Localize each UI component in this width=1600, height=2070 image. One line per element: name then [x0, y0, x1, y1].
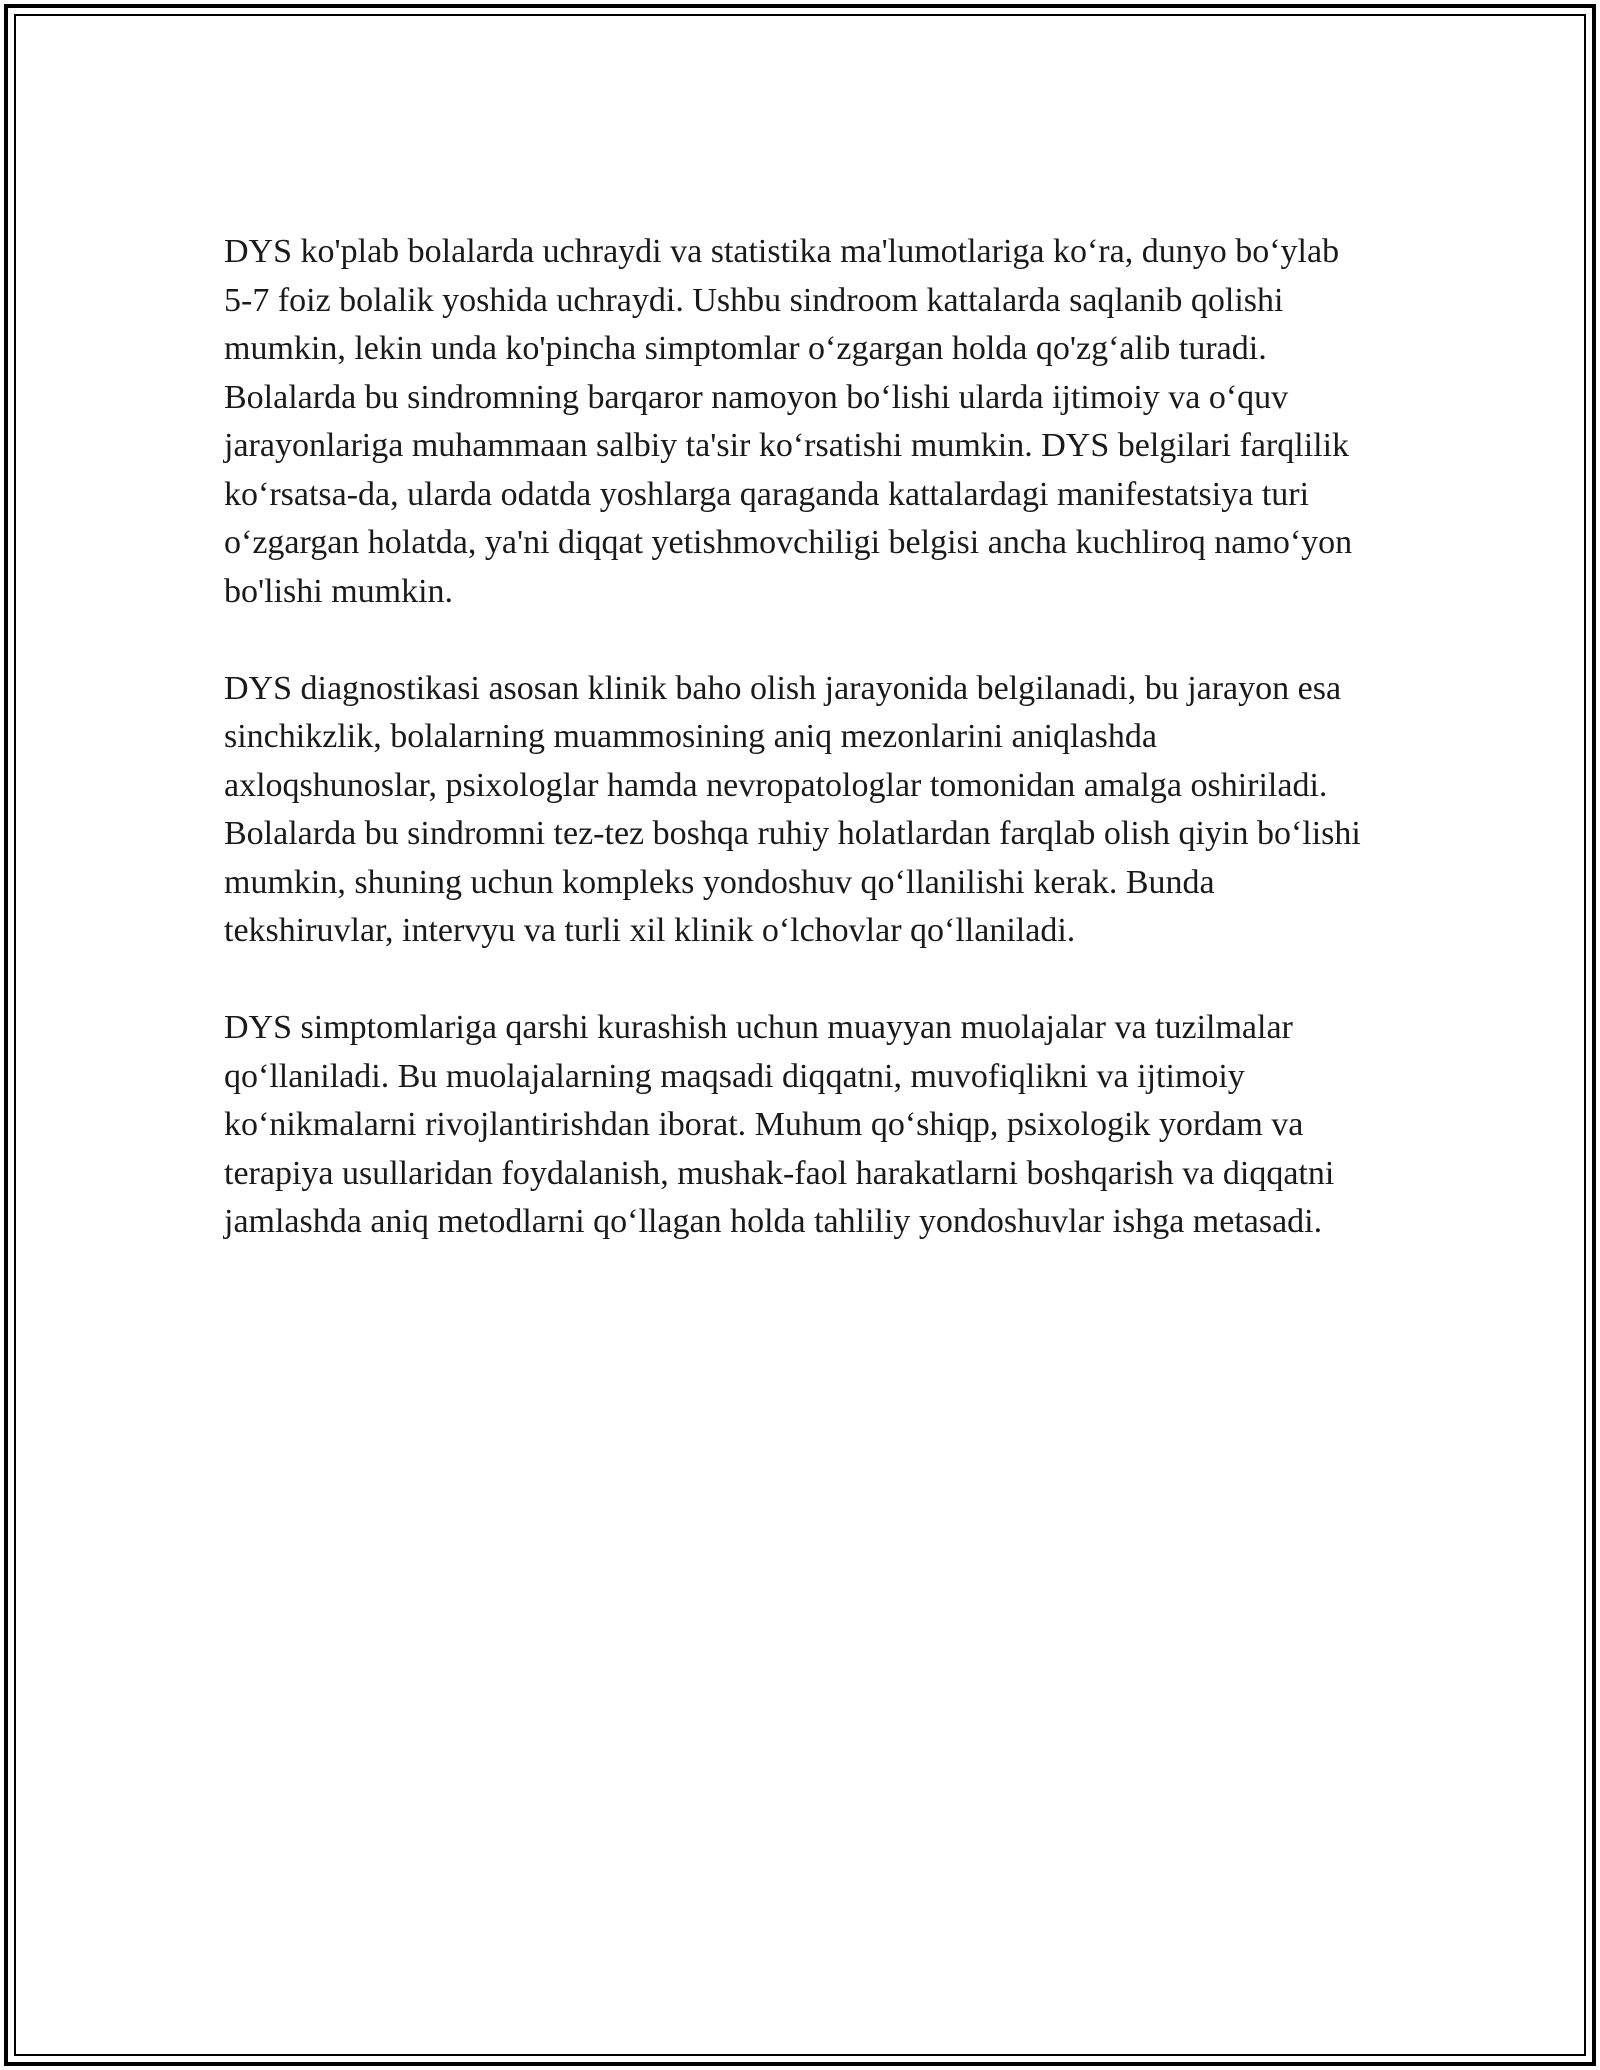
paragraph-prevalence: DYS ko'plab bolalarda uchraydi va statistika ma'lumotlariga ko‘ra, dunyo bo‘ylab 5-7 foiz bolalik yoshida uchraydi. Ushbu sindroom kattalarda saqlanib qolishi mumkin, lekin unda ko'pincha simptomlar o‘zgargan holda qo'zg‘alib turadi. Bolalarda bu sindromning barqaror namoyon bo‘lishi ularda ijtimoiy va o‘quv jarayonlariga muhammaan salbiy ta'sir ko‘rsatishi mumkin. DYS belgilari farqlilik ko‘rsatsa-da, ularda odatda yoshlarga qaraganda kattalardagi manifestatsiya turi o‘zgargan holatda, ya'ni diqqat yetishmovchiligi belgisi ancha kuchliroq namo‘yon bo'lishi mumkin.: [224, 233, 1353, 610]
paragraph-treatment: DYS simptomlariga qarshi kurashish uchun muayyan muolajalar va tuzilmalar qo‘llaniladi. Bu muolajalarning maqsadi diqqatni, muvofiqlikni va ijtimoiy ko‘nikmalarni rivojlantirishdan iborat. Muhum qo‘shiqp, psixologik yordam va terapiya usullaridan foydalanish, mushak-faol harakatlarni boshqarish va diqqatni jamlashda aniq metodlarni qo‘llagan holda tahliliy yondoshuvlar ishga metasadi.: [224, 1009, 1335, 1240]
paragraph-diagnostics: DYS diagnostikasi asosan klinik baho olish jarayonida belgilanadi, bu jarayon esa sinchikzlik, bolalarning muammosining aniq mezonlarini aniqlashda axloqshunoslar, psixologlar hamda nevropatologlar tomonidan amalga oshiriladi. Bolalarda bu sindromni tez-tez boshqa ruhiy holatlardan farqlab olish qiyin bo‘lishi mumkin, shuning uchun kompleks yondoshuv qo‘llanilishi kerak. Bunda tekshiruvlar, intervyu va turli xil klinik o‘lchovlar qo‘llaniladi.: [224, 669, 1361, 949]
document-body: [224, 228, 1374, 1295]
